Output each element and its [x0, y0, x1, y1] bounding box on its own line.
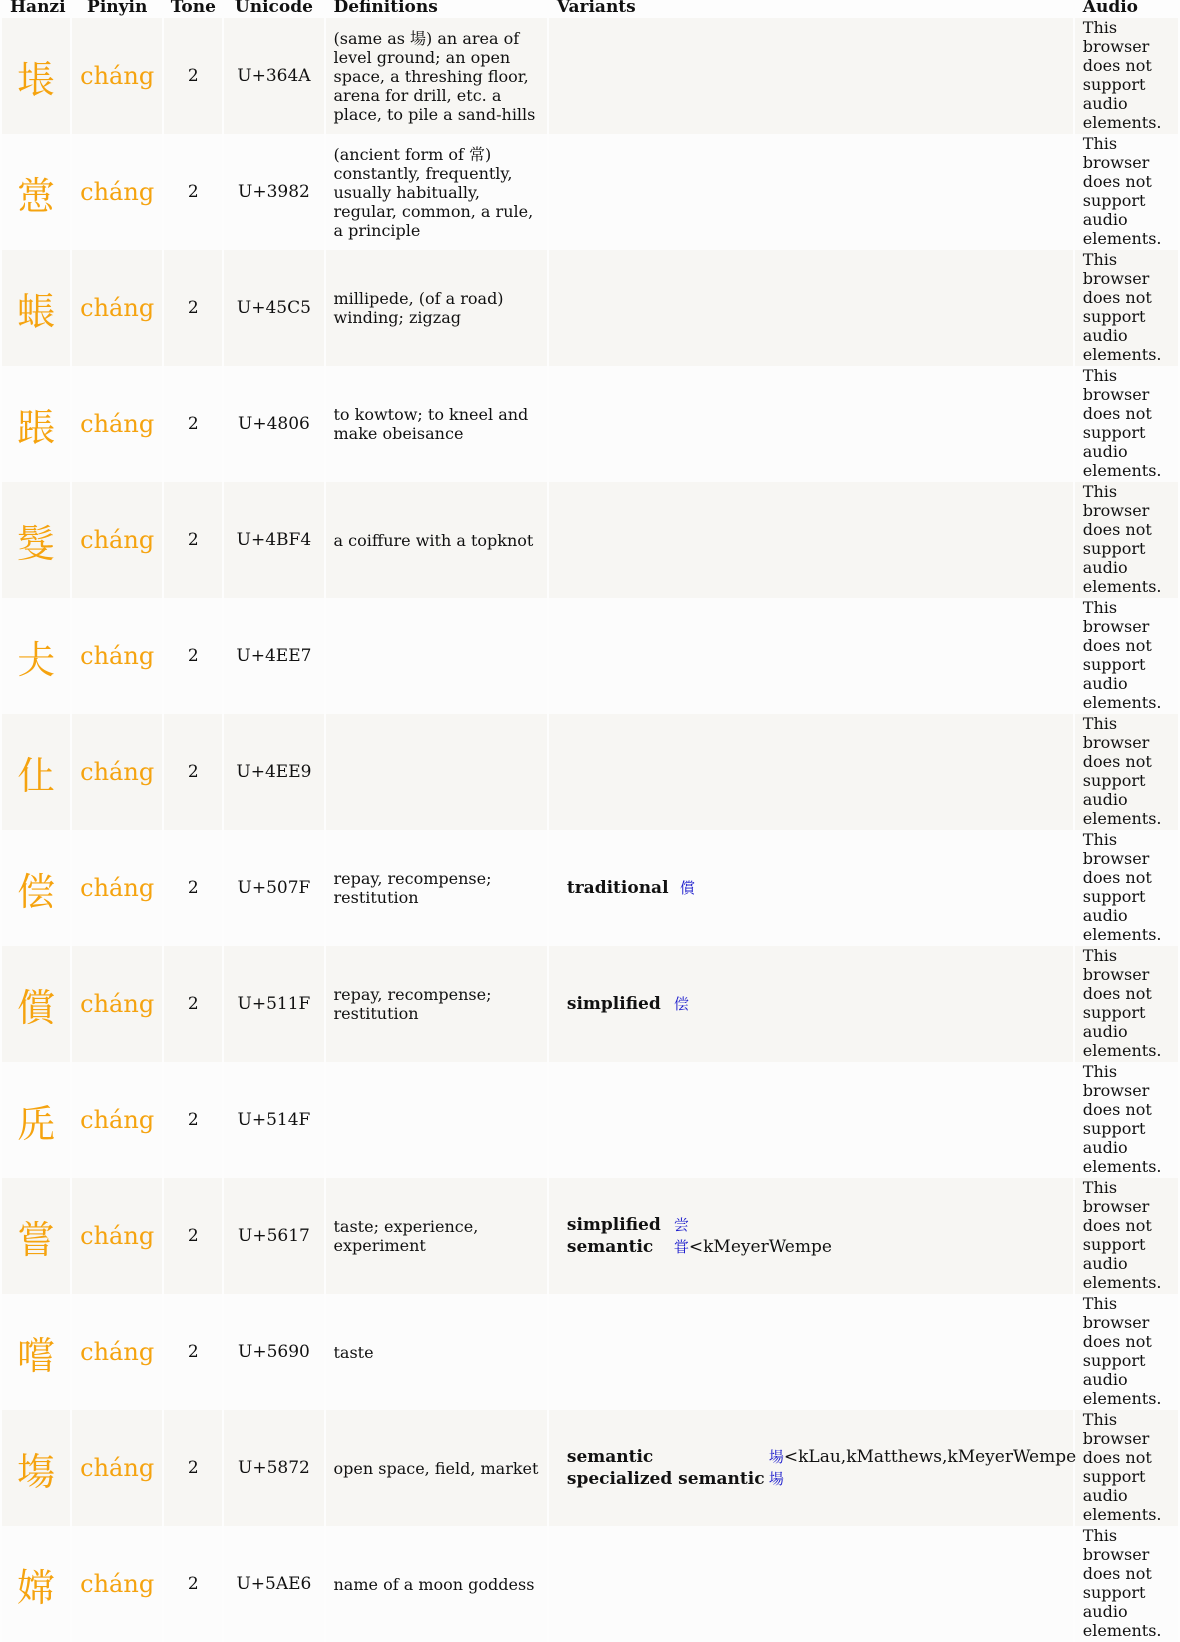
variants-cell: [549, 1526, 1073, 1642]
tone-cell: 2: [164, 1526, 222, 1642]
pinyin-cell: cháng: [72, 946, 162, 1062]
variants-cell: [549, 1294, 1073, 1410]
table-row: [2, 1526, 1178, 1642]
variants-cell: [549, 946, 1073, 1062]
tone-cell: 2: [164, 830, 222, 946]
audio-cell[interactable]: This browser does not support audio elements.: [1075, 1410, 1178, 1526]
pinyin-cell: cháng: [72, 830, 162, 946]
variant-type: simplified: [566, 994, 661, 1014]
hanzi-cell[interactable]: 䗅: [2, 250, 70, 366]
audio-cell[interactable]: This browser does not support audio elements.: [1075, 714, 1178, 830]
variant-line: [567, 993, 1073, 1015]
definition-cell: repay, recompense; restitution: [326, 946, 547, 1062]
tone-cell: 2: [164, 134, 222, 250]
definition-cell: repay, recompense; restitution: [326, 830, 547, 946]
variant-char-link[interactable]: 場: [768, 1470, 784, 1488]
variant-line: [567, 1236, 1073, 1258]
variant-source: <kLau,kMatthews,kMeyerWempe: [783, 1447, 1077, 1467]
unicode-cell: U+5872: [224, 1410, 323, 1526]
variant-char-link[interactable]: 甞: [673, 1238, 689, 1256]
pinyin-cell: cháng: [72, 1410, 162, 1526]
audio-cell[interactable]: This browser does not support audio elements.: [1075, 830, 1178, 946]
audio-cell[interactable]: This browser does not support audio elements.: [1075, 1178, 1178, 1294]
tone-cell: 2: [164, 1178, 222, 1294]
unicode-cell: U+5AE6: [224, 1526, 323, 1642]
hanzi-cell[interactable]: 兏: [2, 1062, 70, 1178]
pinyin-cell: cháng: [72, 1178, 162, 1294]
definition-cell: open space, field, market: [326, 1410, 547, 1526]
variants-cell: [549, 134, 1073, 250]
header-hanzi: Hanzi: [10, 0, 66, 17]
definition-cell: a coiffure with a topknot: [326, 482, 547, 598]
table-row: [2, 250, 1178, 366]
pinyin-cell: cháng: [72, 1062, 162, 1178]
audio-cell[interactable]: This browser does not support audio elements.: [1075, 1062, 1178, 1178]
pinyin-cell: cháng: [72, 1294, 162, 1410]
unicode-cell: U+3982: [224, 134, 323, 250]
table-row: [2, 1062, 1178, 1178]
variant-source: <kMeyerWempe: [688, 1237, 832, 1257]
unicode-cell: U+4EE9: [224, 714, 323, 830]
tone-cell: 2: [164, 18, 222, 134]
hanzi-cell[interactable]: 嫦: [2, 1526, 70, 1642]
unicode-cell: U+4BF4: [224, 482, 323, 598]
pinyin-cell: cháng: [72, 714, 162, 830]
header-row: [2, 0, 1178, 18]
tone-cell: 2: [164, 1410, 222, 1526]
variants-cell: [549, 830, 1073, 946]
definition-cell: taste: [326, 1294, 547, 1410]
variant-type: simplified: [566, 1215, 661, 1235]
variant-char-link[interactable]: 場: [768, 1448, 784, 1466]
audio-cell[interactable]: This browser does not support audio elements.: [1075, 946, 1178, 1062]
variant-type: semantic: [566, 1237, 654, 1257]
tone-cell: 2: [164, 714, 222, 830]
unicode-cell: U+364A: [224, 18, 323, 134]
variants-cell: [549, 18, 1073, 134]
variant-type: traditional: [566, 878, 669, 898]
variants-cell: [549, 482, 1073, 598]
hanzi-cell[interactable]: 䯴: [2, 482, 70, 598]
pinyin-cell: cháng: [72, 482, 162, 598]
hanzi-cell[interactable]: 仩: [2, 714, 70, 830]
audio-cell[interactable]: This browser does not support audio elements.: [1075, 482, 1178, 598]
hanzi-cell[interactable]: 嘗: [2, 1178, 70, 1294]
table-row: [2, 714, 1178, 830]
table-row: [2, 830, 1178, 946]
variant-line: [567, 877, 1073, 899]
tone-cell: 2: [164, 366, 222, 482]
variant-char-link[interactable]: 偿: [673, 995, 689, 1013]
hanzi-cell[interactable]: 䠆: [2, 366, 70, 482]
audio-cell[interactable]: This browser does not support audio elements.: [1075, 18, 1178, 134]
hanzi-cell[interactable]: 塲: [2, 1410, 70, 1526]
pinyin-cell: cháng: [72, 18, 162, 134]
variant-char-link[interactable]: 尝: [673, 1216, 689, 1234]
pinyin-cell: cháng: [72, 598, 162, 714]
tone-cell: 2: [164, 1294, 222, 1410]
table-row: [2, 366, 1178, 482]
table-row: [2, 1294, 1178, 1410]
header-variants: Variants: [556, 0, 636, 17]
audio-cell[interactable]: This browser does not support audio elements.: [1075, 250, 1178, 366]
header-unicode: Unicode: [234, 0, 313, 17]
header-audio: Audio: [1082, 0, 1138, 17]
definition-cell: [326, 598, 547, 714]
tone-cell: 2: [164, 946, 222, 1062]
hanzi-cell[interactable]: 偿: [2, 830, 70, 946]
header-tone: Tone: [170, 0, 216, 17]
hanzi-cell[interactable]: 㦂: [2, 134, 70, 250]
definition-cell: to kowtow; to kneel and make obeisance: [326, 366, 547, 482]
table-row: [2, 134, 1178, 250]
tone-cell: 2: [164, 1062, 222, 1178]
variant-line: [566, 1446, 1077, 1468]
pinyin-cell: cháng: [72, 366, 162, 482]
definition-cell: taste; experience, experiment: [326, 1178, 547, 1294]
table-row: [2, 1410, 1178, 1526]
variant-line: [567, 1468, 1073, 1490]
audio-cell[interactable]: This browser does not support audio elements.: [1075, 1294, 1178, 1410]
table-row: [2, 946, 1178, 1062]
audio-cell[interactable]: This browser does not support audio elements.: [1075, 134, 1178, 250]
variants-cell: [549, 250, 1073, 366]
audio-cell[interactable]: This browser does not support audio elements.: [1075, 598, 1178, 714]
unicode-cell: U+5690: [224, 1294, 323, 1410]
hanzi-cell[interactable]: 仧: [2, 598, 70, 714]
variants-cell: [549, 598, 1073, 714]
hanzi-cell[interactable]: 㙊: [2, 18, 70, 134]
variant-line: [567, 1214, 1073, 1236]
header-definitions: Definitions: [333, 0, 438, 17]
tone-cell: 2: [164, 598, 222, 714]
variants-cell: [549, 1062, 1073, 1178]
unicode-cell: U+45C5: [224, 250, 323, 366]
definition-cell: [326, 1062, 547, 1178]
hanzi-cell[interactable]: 償: [2, 946, 70, 1062]
unicode-cell: U+507F: [224, 830, 323, 946]
unicode-cell: U+4806: [224, 366, 323, 482]
definition-cell: name of a moon goddess: [326, 1526, 547, 1642]
variants-cell: [549, 714, 1073, 830]
variant-type: specialized semantic: [566, 1469, 765, 1489]
table-row: [2, 1178, 1178, 1294]
pinyin-cell: cháng: [72, 1526, 162, 1642]
unicode-cell: U+514F: [224, 1062, 323, 1178]
header-pinyin: Pinyin: [87, 0, 148, 17]
definition-cell: [326, 714, 547, 830]
pinyin-cell: cháng: [72, 250, 162, 366]
tone-cell: 2: [164, 250, 222, 366]
definition-cell: (ancient form of 常) constantly, frequently, usually habitually, regular, common, a rule, a principle: [326, 134, 547, 250]
tone-cell: 2: [164, 482, 222, 598]
table-row: [2, 598, 1178, 714]
variant-char-link[interactable]: 償: [679, 879, 695, 897]
variants-cell: [549, 1178, 1073, 1294]
table-row: [2, 482, 1178, 598]
definition-cell: (same as 場) an area of level ground; an open space, a threshing floor, arena for drill, etc. a place, to pile a sand-hills: [326, 18, 547, 134]
variants-cell: [549, 366, 1073, 482]
variant-type: semantic: [566, 1447, 654, 1467]
definition-cell: millipede, (of a road) winding; zigzag: [326, 250, 547, 366]
audio-cell[interactable]: This browser does not support audio elements.: [1075, 1526, 1178, 1642]
variants-cell: [549, 1410, 1077, 1526]
unicode-cell: U+5617: [224, 1178, 323, 1294]
pinyin-cell: cháng: [72, 134, 162, 250]
hanzi-cell[interactable]: 嚐: [2, 1294, 70, 1410]
unicode-cell: U+4EE7: [224, 598, 323, 714]
audio-cell[interactable]: This browser does not support audio elements.: [1075, 366, 1178, 482]
table-row: [2, 18, 1178, 134]
unicode-cell: U+511F: [224, 946, 323, 1062]
